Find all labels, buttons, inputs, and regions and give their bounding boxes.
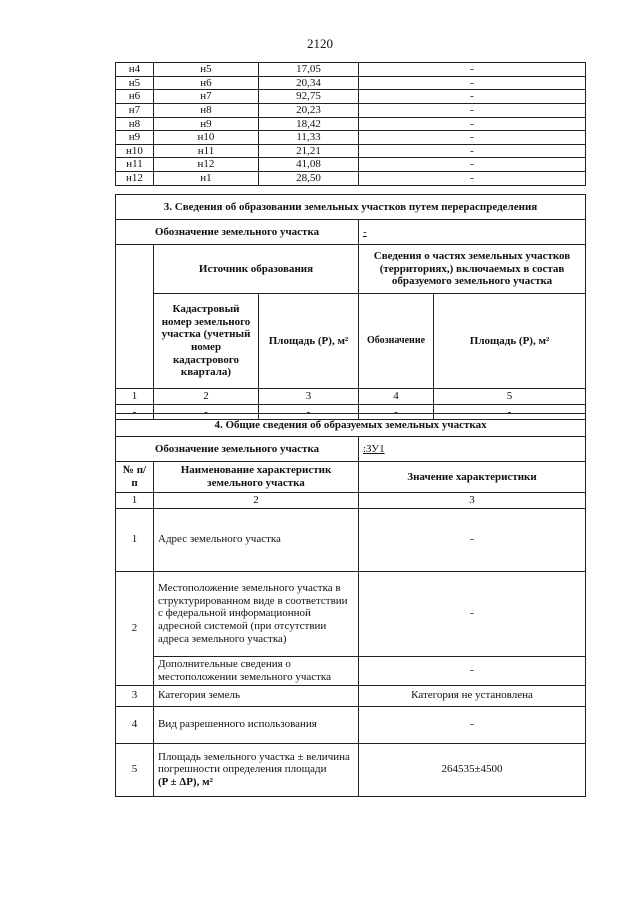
section3-designation-label: Обозначение земельного участка <box>116 220 359 245</box>
area-formula: (P ± ΔP), м² <box>158 775 213 788</box>
cadastral-header: Кадастровый номер земельного участка (учетный номер кадастрового квартала) <box>154 294 259 389</box>
section4-title: 4. Общие сведения об образуемых земельных участках <box>116 414 586 437</box>
table-row <box>116 117 586 131</box>
section4-designation-value: :ЗУ1 <box>359 437 586 462</box>
table-row <box>116 172 586 186</box>
col-number: 4 <box>359 389 434 405</box>
characteristic-name <box>154 743 359 796</box>
boundary-note-cell: - <box>359 172 586 186</box>
section4-designation-label: Обозначение земельного участка <box>116 437 359 462</box>
boundary-length-cell: 28,50 <box>259 172 359 186</box>
boundary-note-cell: - <box>359 131 586 145</box>
boundary-from-cell: н7 <box>116 103 154 117</box>
area-header: Площадь (P), м² <box>259 294 359 389</box>
boundary-length-cell: 92,75 <box>259 90 359 104</box>
table-row <box>116 158 586 172</box>
boundary-to-cell: н10 <box>154 131 259 145</box>
parts-header: Сведения о частях земельных участков (территориях,) включаемых в состав образуемого земельного участка <box>359 245 586 294</box>
boundary-table <box>115 62 586 186</box>
characteristic-name: Вид разрешенного использования <box>154 706 359 743</box>
characteristic-name: Местоположение земельного участка в структурированном виде в соответствии с федеральной информационной адресной системой (при отсутствии адреса земельного участка) <box>154 571 359 656</box>
characteristic-name: Адрес земельного участка <box>154 508 359 571</box>
table-row <box>116 63 586 77</box>
characteristic-value: - <box>359 508 586 571</box>
boundary-length-cell: 18,42 <box>259 117 359 131</box>
characteristic-value: - <box>359 571 586 656</box>
boundary-to-cell: н6 <box>154 76 259 90</box>
characteristic-value: 264535±4500 <box>359 743 586 796</box>
boundary-length-cell: 11,33 <box>259 131 359 145</box>
designation-col-header: Обозначение <box>359 294 434 389</box>
table-cell: - <box>434 404 586 420</box>
row-number: 2 <box>116 571 154 685</box>
table-cell: - <box>359 404 434 420</box>
table-cell: - <box>259 404 359 420</box>
boundary-from-cell: н8 <box>116 117 154 131</box>
boundary-note-cell: - <box>359 117 586 131</box>
boundary-from-cell: н6 <box>116 90 154 104</box>
boundary-note-cell: - <box>359 90 586 104</box>
col-value-header: Значение характеристики <box>359 462 586 493</box>
boundary-note-cell: - <box>359 63 586 77</box>
section3-table <box>115 194 586 420</box>
characteristic-name: Категория земель <box>154 685 359 706</box>
row-number: 3 <box>116 685 154 706</box>
table-row <box>116 76 586 90</box>
boundary-from-cell: н4 <box>116 63 154 77</box>
table-row <box>116 131 586 145</box>
row-number: 5 <box>116 743 154 796</box>
boundary-note-cell: - <box>359 76 586 90</box>
boundary-from-cell: н5 <box>116 76 154 90</box>
boundary-note-cell: - <box>359 103 586 117</box>
boundary-length-cell: 20,23 <box>259 103 359 117</box>
row-number: 1 <box>116 508 154 571</box>
section4-table <box>115 413 586 797</box>
col-no-header: № п/п <box>116 462 154 493</box>
boundary-from-cell: н9 <box>116 131 154 145</box>
characteristic-name: Дополнительные сведения о местоположении земельного участка <box>154 656 359 685</box>
table-row <box>116 144 586 158</box>
boundary-to-cell: н8 <box>154 103 259 117</box>
boundary-to-cell: н11 <box>154 144 259 158</box>
table-cell: - <box>154 404 259 420</box>
table-row <box>116 90 586 104</box>
boundary-from-cell: н12 <box>116 172 154 186</box>
boundary-length-cell: 17,05 <box>259 63 359 77</box>
boundary-length-cell: 21,21 <box>259 144 359 158</box>
source-header: Источник образования <box>154 245 359 294</box>
table-row <box>116 103 586 117</box>
section3-designation-value: - <box>359 220 586 245</box>
col-number: 2 <box>154 389 259 405</box>
col-number: 5 <box>434 389 586 405</box>
characteristic-value: - <box>359 656 586 685</box>
page-number: 2120 <box>307 36 333 51</box>
col-number: 1 <box>116 389 154 405</box>
boundary-from-cell: н11 <box>116 158 154 172</box>
col-name-header: Наименование характеристик земельного участка <box>154 462 359 493</box>
col-number: 3 <box>359 493 586 509</box>
boundary-to-cell: н5 <box>154 63 259 77</box>
boundary-to-cell: н1 <box>154 172 259 186</box>
row-number: 4 <box>116 706 154 743</box>
characteristic-value: - <box>359 706 586 743</box>
section3-title: 3. Сведения об образовании земельных участков путем перераспределения <box>116 195 586 220</box>
col-number: 2 <box>154 493 359 509</box>
boundary-from-cell: н10 <box>116 144 154 158</box>
boundary-note-cell: - <box>359 158 586 172</box>
empty-cell <box>116 245 154 389</box>
boundary-length-cell: 20,34 <box>259 76 359 90</box>
col-number: 1 <box>116 493 154 509</box>
boundary-length-cell: 41,08 <box>259 158 359 172</box>
boundary-to-cell: н12 <box>154 158 259 172</box>
boundary-note-cell: - <box>359 144 586 158</box>
boundary-to-cell: н9 <box>154 117 259 131</box>
area-label: Площадь земельного участка ± величина погрешности определения площади <box>158 750 350 776</box>
characteristic-value: Категория не установлена <box>359 685 586 706</box>
col-number: 3 <box>259 389 359 405</box>
boundary-to-cell: н7 <box>154 90 259 104</box>
area-header-2: Площадь (P), м² <box>434 294 586 389</box>
table-cell: - <box>116 404 154 420</box>
